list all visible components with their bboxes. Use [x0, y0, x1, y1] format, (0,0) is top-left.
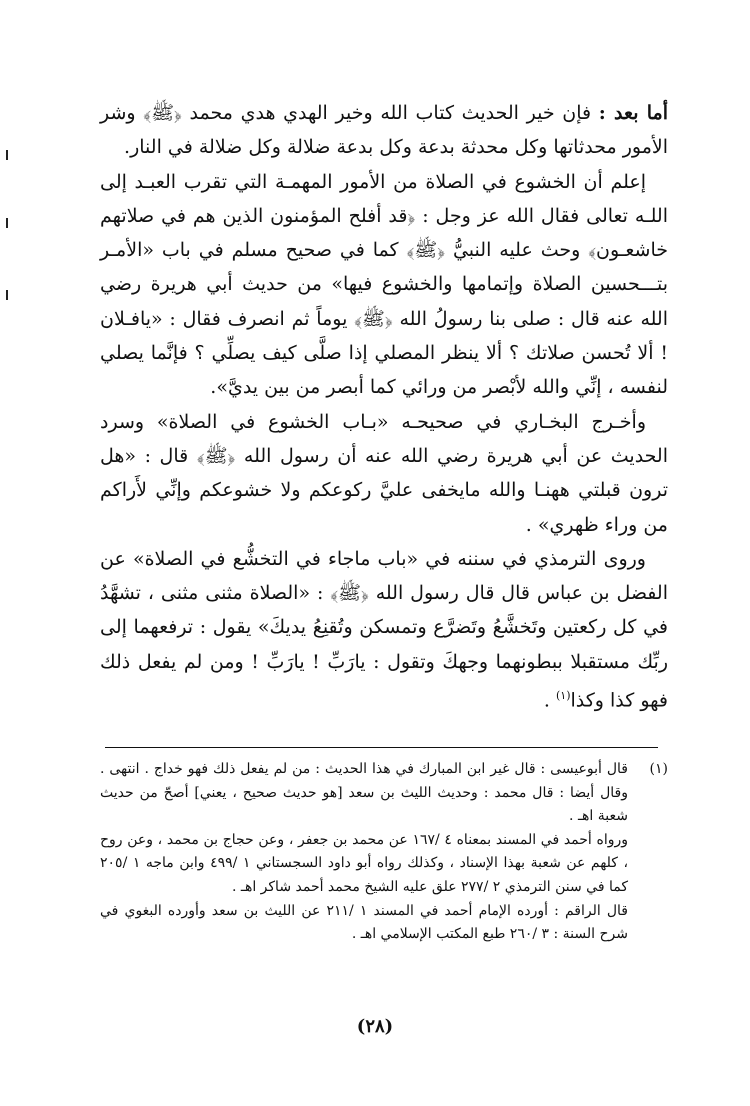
main-text — [100, 96, 668, 718]
paragraph-bukhari — [100, 405, 668, 542]
footnote-paragraph: قال الراقم : أورده الإمام أحمد في المسند ١ /٢١١ عن الليث بن سعد وأورده البغوي في شرح السنة : ٣ /٢٦٠ طبع المكتب الإسلامي اهـ . — [100, 902, 628, 943]
page-number: (٢٨) — [356, 1016, 394, 1037]
footnote-reference: (١) — [555, 689, 571, 703]
footnotes — [100, 758, 668, 947]
margin-mark — [6, 150, 8, 160]
footnote-number: (١) — [649, 761, 668, 777]
footnote-1 — [100, 758, 668, 947]
paragraph-text: وأخـرج البخـاري في صحيحـه «بـاب الخشوع في الصلاة» وسرد الحديث عن أبي هريرة رضي الله عنه أن رسول الله ﴿ﷺ﴾ قال : «هل ترون قبلتي ههنـا والله مايخفى عليَّ ركوعكم ولا خشوعكم وإنِّي لأَراكم من وراء ظهري» . — [100, 410, 668, 536]
paragraph-khushu — [100, 165, 668, 405]
paragraph-intro — [100, 96, 668, 165]
margin-mark — [6, 290, 8, 300]
paragraph-text: إعلم أن الخشوع في الصلاة من الأمور المهمـة التي تقرب العبـد إلى اللـه تعالى فقال الله عز وجل : ﴿قد أفلح المؤمنون الذين هم في صلاتهم خاشعـون﴾ وحث عليه النبيُّ ﴿ﷺ﴾ كما في صحيح مسلم في باب «الأمـر بتـــحسين الصلاة وإتمامها والخشوع فيها» من حديث أبي هريرة رضي الله عنه قال : صلى بنا رسولُ الله ﴿ﷺ﴾ يوماً ثم انصرف فقال : «يافـلان ! ألا تُحسن صلاتك ؟ ألا ينظر المصلي إذا صلَّى كيف يصلِّي ؟ فإنَّما يصلي لنفسه ، إنِّي والله لأبْصر من ورائي كما أبصر من بين يديَّ». — [100, 170, 668, 399]
footnote-paragraph: ورواه أحمد في المسند بمعناه ٤ /١٦٧ عن محمد بن جعفر ، وعن حجاج بن محمد ، وعن روح ، كلهم عن شعبة بهذا الإسناد ، وكذلك رواه أبو داود السجستاني ١ /٤٩٩ وابن ماجه ١ /٢٠٥ كما في سنن الترمذي ٢ /٢٧٧ علق عليه الشيخ محمد أحمد شاكر اهـ . — [100, 831, 628, 895]
paragraph-lead: أما بعد : — [598, 102, 668, 124]
paragraph-text: فإن خير الحديث كتاب الله وخير الهدي هدي محمد ﴿ﷺ﴾ وشر الأمور محدثاتها وكل محدثة بدعة وكل بدعة ضلالة وكل ضلالة في النار. — [100, 102, 668, 159]
footnote-separator — [105, 747, 658, 748]
paragraph-tirmidhi: وروى الترمذي في سننه في «باب ماجاء في التخشُّع في الصلاة» عن الفضل بن عباس قال قال رسول الله ﴿ﷺ﴾ : «الصلاة مثنى مثنى ، تشهَّدُ في كل ركعتين وتَخشَّعُ وتَضرَّع وتمسكن وتُقنِعُ يديكَ» يقول : ترفعهما إلى ربِّك مستقبلا ببطونهما وجهكَ وتقول : يارَبِّ ! يارَبِّ ! ومن لم يفعل ذلك فهو كذا وكذا$^{(١)}$ . — [100, 547, 668, 712]
footnote-body — [100, 758, 628, 947]
paragraph-text: وروى الترمذي في سننه في «باب ماجاء في التخشُّع في الصلاة» عن الفضل بن عباس قال قال رسول الله ﴿ﷺ﴾ : «الصلاة مثنى مثنى ، تشهَّدُ في كل ركعتين وتَخشَّعُ وتَضرَّع وتمسكن وتُقنِعُ يديكَ» يقول : ترفعهما إلى ربِّك مستقبلا ببطونهما وجهكَ وتقول : يارَبِّ ! يارَبِّ ! ومن لم يفعل ذلك فهو كذا وكذا — [100, 547, 668, 712]
margin-mark — [6, 218, 8, 228]
footnote-paragraph: قال أبوعيسى : قال غير ابن المبارك في هذا الحديث : من لم يفعل ذلك فهو خداج . انتهى . وقال أيضا : قال محمد : وحديث الليث بن سعد [هو حديث صحيح ، يعني] أصحّ من حديث شعبة اهـ . — [100, 761, 628, 825]
